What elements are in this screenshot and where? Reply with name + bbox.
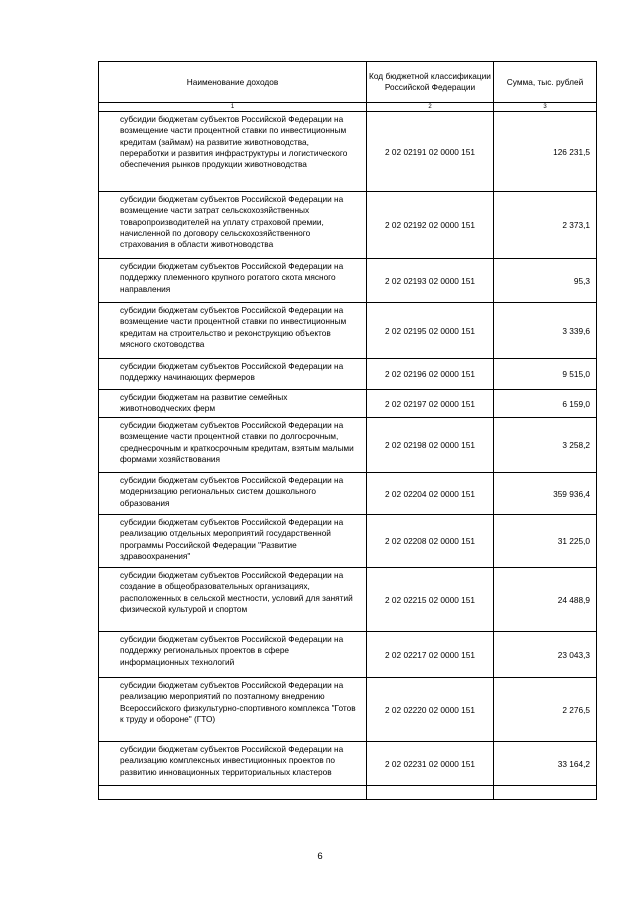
amount-cell: 359 936,4	[494, 473, 597, 515]
table-row	[99, 390, 597, 418]
budget-code-cell: 2 02 02197 02 0000 151	[367, 390, 494, 418]
revenue-name-cell: субсидии бюджетам субъектов Российской Федерации на возмещение части процентной ставки по долгосрочным, среднесрочным и краткосрочным кредитам, взятым малыми формами хозяйствования	[99, 418, 367, 473]
column-number: 1	[99, 103, 367, 112]
budget-code-cell: 2 02 02220 02 0000 151	[367, 678, 494, 742]
table-row	[99, 678, 597, 742]
table-row	[99, 259, 597, 303]
revenue-name-cell: субсидии бюджетам субъектов Российской Федерации на модернизацию региональных систем дошкольного образования	[99, 473, 367, 515]
revenue-name-cell: субсидии бюджетам субъектов Российской Федерации на возмещение части затрат сельскохозяйственных товаропроизводителей на уплату страховой премии, начисленной по договору сельскохозяйственного страхования в области животноводства	[99, 192, 367, 259]
budget-revenue-table	[98, 61, 597, 800]
header-amount: Сумма, тыс. рублей	[494, 62, 597, 103]
budget-code-cell: 2 02 02215 02 0000 151	[367, 568, 494, 632]
table-row	[99, 632, 597, 678]
budget-code-cell: 2 02 02204 02 0000 151	[367, 473, 494, 515]
column-number: 2	[367, 103, 494, 112]
amount-cell: 31 225,0	[494, 515, 597, 568]
budget-code-cell: 2 02 02217 02 0000 151	[367, 632, 494, 678]
revenue-name-cell: субсидии бюджетам субъектов Российской Федерации на создание в общеобразовательных организациях, расположенных в сельской местности, условий для занятий физической культурой и спортом	[99, 568, 367, 632]
budget-code-cell: 2 02 02191 02 0000 151	[367, 112, 494, 192]
revenue-name-cell: субсидии бюджетам субъектов Российской Федерации на поддержку племенного крупного рогатого скота мясного направления	[99, 259, 367, 303]
header-budget-code: Код бюджетной классификации Российской Федерации	[367, 62, 494, 103]
table-body	[99, 112, 597, 800]
amount-cell: 3 339,6	[494, 303, 597, 359]
table-row	[99, 568, 597, 632]
amount-cell: 24 488,9	[494, 568, 597, 632]
column-numbers-row	[99, 103, 597, 112]
table-row	[99, 192, 597, 259]
table-row	[99, 473, 597, 515]
revenue-name-cell: субсидии бюджетам на развитие семейных животноводческих ферм	[99, 390, 367, 418]
amount-cell: 2 373,1	[494, 192, 597, 259]
amount-cell: 33 164,2	[494, 742, 597, 786]
revenue-name-cell: субсидии бюджетам субъектов Российской Федерации на возмещение части процентной ставки по инвестиционным кредитам (займам) на развитие животноводства, переработки и развития инфраструктуры и логистического обеспечения рынков продукции животноводства	[99, 112, 367, 192]
table-row	[99, 515, 597, 568]
column-number: 3	[494, 103, 597, 112]
budget-code-cell: 2 02 02195 02 0000 151	[367, 303, 494, 359]
empty-table-row	[99, 786, 597, 800]
amount-cell: 95,3	[494, 259, 597, 303]
empty-cell	[99, 786, 367, 800]
revenue-name-cell: субсидии бюджетам субъектов Российской Федерации на реализацию отдельных мероприятий государственной программы Российской Федерации "Развитие здравоохранения"	[99, 515, 367, 568]
header-revenue-name: Наименование доходов	[99, 62, 367, 103]
amount-cell: 9 515,0	[494, 359, 597, 390]
table-row	[99, 418, 597, 473]
table-row	[99, 742, 597, 786]
empty-cell	[367, 786, 494, 800]
revenue-name-cell: субсидии бюджетам субъектов Российской Федерации на реализацию мероприятий по поэтапному внедрению Всероссийского физкультурно-спортивного комплекса "Готов к труду и обороне" (ГТО)	[99, 678, 367, 742]
amount-cell: 3 258,2	[494, 418, 597, 473]
table-row	[99, 303, 597, 359]
revenue-name-cell: субсидии бюджетам субъектов Российской Федерации на поддержку региональных проектов в сфере информационных технологий	[99, 632, 367, 678]
page-number: 6	[317, 851, 323, 862]
table-row	[99, 359, 597, 390]
budget-code-cell: 2 02 02208 02 0000 151	[367, 515, 494, 568]
amount-cell: 6 159,0	[494, 390, 597, 418]
budget-code-cell: 2 02 02198 02 0000 151	[367, 418, 494, 473]
budget-revenue-table-container	[98, 61, 596, 800]
budget-code-cell: 2 02 02196 02 0000 151	[367, 359, 494, 390]
revenue-name-cell: субсидии бюджетам субъектов Российской Федерации на реализацию комплексных инвестиционных проектов по развитию инновационных территориальных кластеров	[99, 742, 367, 786]
table-row	[99, 112, 597, 192]
table-header-row	[99, 62, 597, 103]
budget-code-cell: 2 02 02193 02 0000 151	[367, 259, 494, 303]
amount-cell: 2 276,5	[494, 678, 597, 742]
empty-cell	[494, 786, 597, 800]
revenue-name-cell: субсидии бюджетам субъектов Российской Федерации на поддержку начинающих фермеров	[99, 359, 367, 390]
budget-code-cell: 2 02 02192 02 0000 151	[367, 192, 494, 259]
budget-code-cell: 2 02 02231 02 0000 151	[367, 742, 494, 786]
amount-cell: 23 043,3	[494, 632, 597, 678]
amount-cell: 126 231,5	[494, 112, 597, 192]
revenue-name-cell: субсидии бюджетам субъектов Российской Федерации на возмещение части процентной ставки по инвестиционным кредитам на строительство и реконструкцию объектов мясного скотоводства	[99, 303, 367, 359]
